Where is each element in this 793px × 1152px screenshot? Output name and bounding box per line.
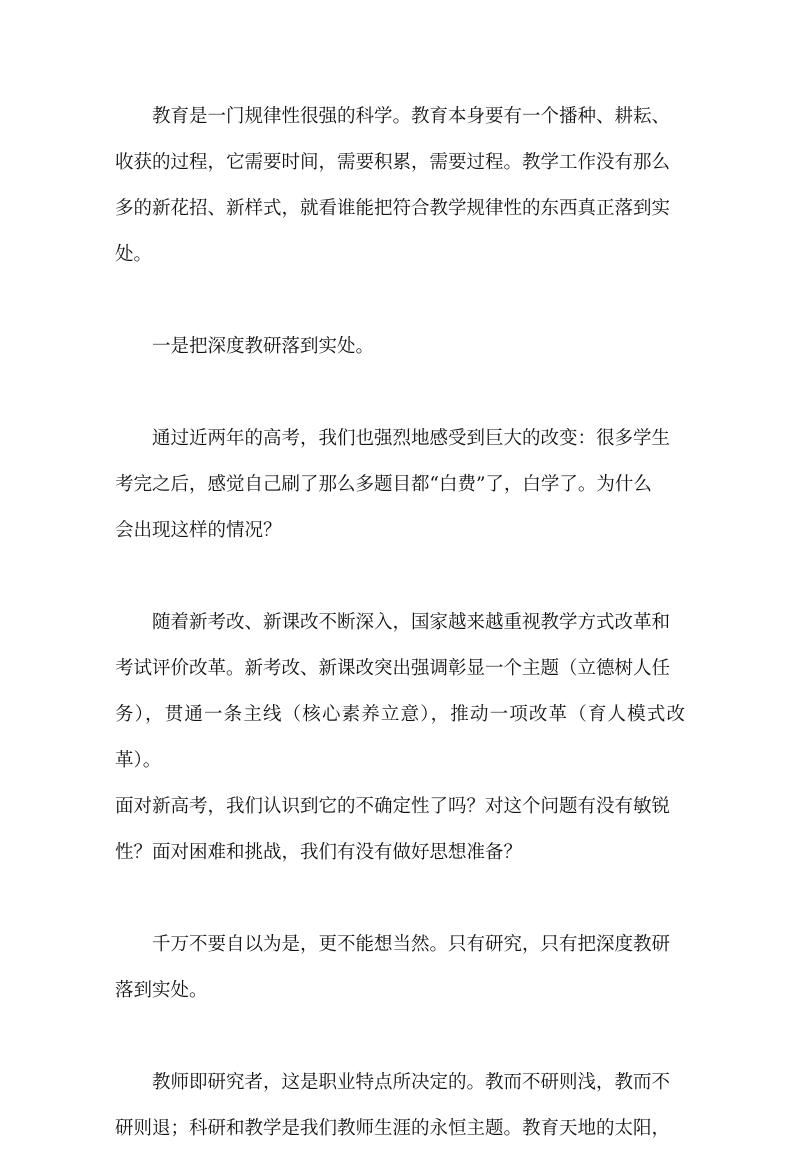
paragraph-gap	[115, 278, 685, 324]
paragraph-gap	[115, 1014, 685, 1060]
document-body	[115, 94, 685, 1152]
paragraph-gaokao-change: 通过近两年的高考，我们也强烈地感受到巨大的改变：很多学生 考完之后，感觉自己刷了那么多题目都“白费”了，白学了。为什么 会出现这样的情况？	[115, 428, 671, 541]
paragraph-gap	[115, 370, 685, 416]
paragraph-reform: 随着新考改、新课改不断深入，国家越来越重视教学方式改革和 考试评价改革。新考改、新课改突出强调彰显一个主题（立德树人任 务），贯通一条主线（核心素养立意），推动一项改革（育人模式改革）。 面对新高考，我们认识到它的不确定性了吗？对这个问题有没有敏锐 性？面对困难和挑战，我们有没有做好思想准备？	[115, 612, 685, 863]
paragraph-gap	[115, 876, 685, 922]
paragraph-no-assumptions: 千万不要自以为是，更不能想当然。只有研究，只有把深度教研 落到实处。	[115, 934, 671, 1001]
section-heading-deep-research: 一是把深度教研落到实处。	[152, 336, 375, 357]
paragraph-teacher-researcher: 教师即研究者，这是职业特点所决定的。教而不研则浅，教而不 研则退；科研和教学是我们教师生涯的永恒主题。教育天地的太阳，	[115, 1072, 671, 1139]
paragraph-gap	[115, 554, 685, 600]
paragraph-education-science: 教育是一门规律性很强的科学。教育本身要有一个播种、耕耘、 收获的过程，它需要时间，需要积累，需要过程。教学工作没有那么 多的新花招、新样式，就看谁能把符合教学规律性的东西真正落到实 处。	[115, 106, 671, 265]
